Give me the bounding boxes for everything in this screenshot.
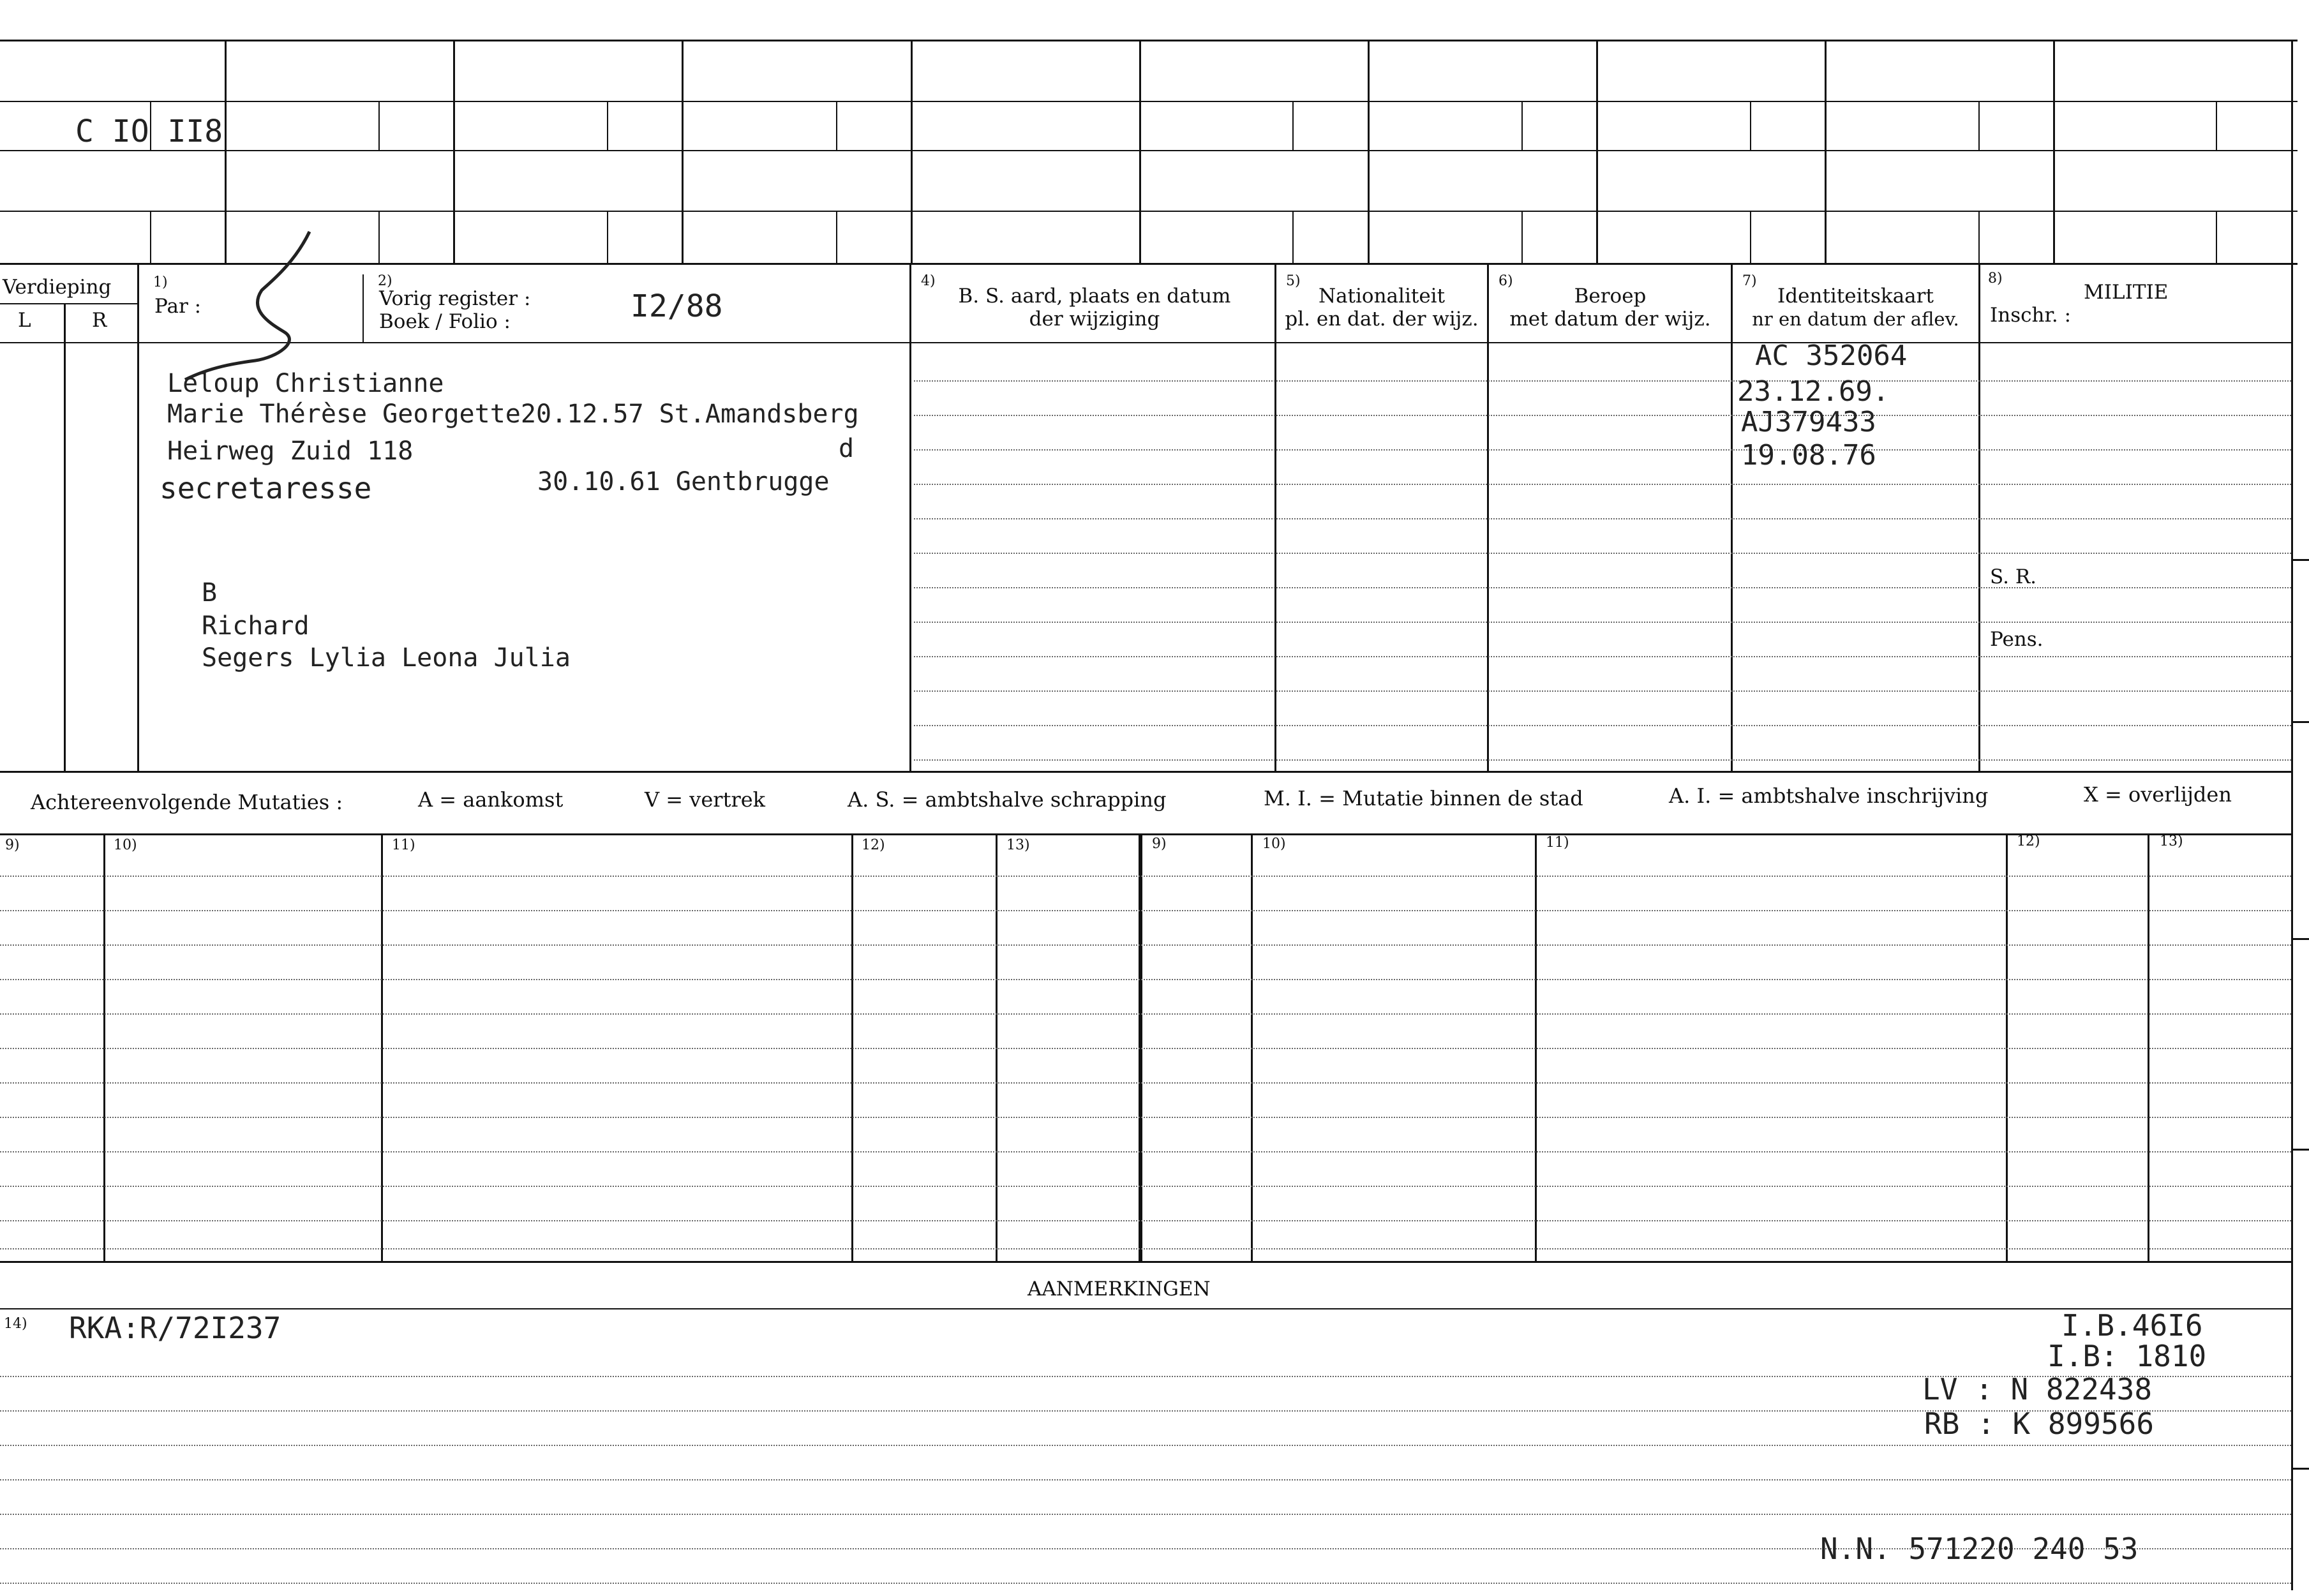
header-bottom-line bbox=[0, 342, 2291, 343]
mut-col-header: 9) bbox=[1152, 836, 1167, 852]
signature-mark bbox=[172, 227, 325, 386]
ib-number-1: I.B.46I6 bbox=[2061, 1308, 2203, 1343]
register-value: I2/88 bbox=[631, 288, 723, 324]
right-border bbox=[2291, 40, 2293, 1590]
aanmerkingen-title: AANMERKINGEN bbox=[1027, 1278, 1211, 1301]
rb-number: RB : K 899566 bbox=[1924, 1406, 2155, 1441]
top-grid-col bbox=[911, 40, 913, 264]
field-number: 6) bbox=[1498, 273, 1513, 289]
legend-ai: A. I. = ambtshalve inschrijving bbox=[1669, 784, 1989, 808]
top-grid-line bbox=[0, 211, 2298, 212]
lv-number: LV : N 822438 bbox=[1922, 1372, 2153, 1406]
id-card-number-1: AC 352064 bbox=[1755, 339, 1908, 372]
national-number: N.N. 571220 240 53 bbox=[1820, 1532, 2139, 1566]
person-address: Heirweg Zuid 118 bbox=[167, 436, 414, 466]
sr-label: S. R. bbox=[1990, 565, 2037, 588]
mut-col-header: 10) bbox=[114, 837, 137, 853]
legend-mi: M. I. = Mutatie binnen de stad bbox=[1264, 786, 1583, 810]
inschr-label: Inschr. : bbox=[1990, 304, 2072, 327]
top-grid-col bbox=[453, 40, 455, 264]
card-code: C IO II8 bbox=[75, 114, 223, 149]
mother-name: Segers Lylia Leona Julia bbox=[202, 643, 571, 673]
mutaties-top-line bbox=[0, 771, 2291, 773]
col-line-l-r bbox=[64, 303, 66, 772]
header-top-border bbox=[0, 263, 2298, 265]
person-date-place: 30.10.61 Gentbrugge bbox=[537, 467, 830, 496]
militie-label: MILITIE bbox=[2084, 281, 2169, 304]
mut-col-header: 12) bbox=[2017, 833, 2040, 849]
col-line-register bbox=[362, 274, 364, 342]
nat-header-line2: pl. en dat. der wijz. bbox=[1285, 308, 1479, 331]
field-number: 5) bbox=[1286, 273, 1301, 289]
mutaties-title: Achtereenvolgende Mutaties : bbox=[31, 790, 343, 814]
person-name: Leloup Christianne bbox=[167, 369, 444, 398]
col-line-bs bbox=[909, 264, 911, 772]
mut-col-header: 12) bbox=[862, 837, 885, 853]
body-ruled-area bbox=[914, 345, 2291, 772]
id-card-date-1: 23.12.69. bbox=[1737, 375, 1890, 408]
field-number: 4) bbox=[921, 273, 936, 289]
nat-header-line1: Nationaliteit bbox=[1318, 285, 1446, 308]
beroep-header-line2: met datum der wijz. bbox=[1509, 308, 1711, 331]
id-header-line2: nr en datum der aflev. bbox=[1752, 308, 1959, 330]
col-l-label: L bbox=[18, 309, 31, 332]
mut-col-header: 13) bbox=[2160, 833, 2183, 849]
top-border bbox=[0, 40, 2298, 41]
top-grid-col bbox=[1368, 40, 1370, 264]
mutaties-grid-top bbox=[0, 833, 2291, 835]
top-grid-col bbox=[1825, 40, 1827, 264]
top-grid-line bbox=[0, 101, 2298, 102]
legend-a: A = aankomst bbox=[418, 787, 564, 812]
father-name: Richard bbox=[202, 611, 310, 641]
field-number: 1) bbox=[153, 274, 168, 290]
par-label: Par : bbox=[154, 295, 202, 318]
field-number: 14) bbox=[4, 1316, 27, 1332]
mutaties-ruled-area bbox=[0, 836, 2291, 1261]
field-number: 8) bbox=[1988, 271, 2003, 287]
pens-label: Pens. bbox=[1990, 628, 2044, 651]
top-grid-col bbox=[1139, 40, 1141, 264]
beroep-header-line1: Beroep bbox=[1574, 285, 1647, 308]
person-occupation: secretaresse bbox=[160, 471, 372, 505]
id-card-number-2: AJ379433 bbox=[1741, 406, 1876, 438]
id-card-date-2: 19.08.76 bbox=[1741, 439, 1876, 472]
legend-x: X = overlijden bbox=[2084, 782, 2232, 807]
col-r-label: R bbox=[92, 309, 107, 332]
top-grid-col bbox=[682, 40, 684, 264]
person-marker-d: d bbox=[839, 434, 855, 463]
field-number: 7) bbox=[1742, 273, 1757, 289]
mut-col-header: 13) bbox=[1006, 837, 1030, 853]
field-number: 2) bbox=[378, 273, 392, 289]
legend-v: V = vertrek bbox=[645, 787, 766, 812]
verdieping-label: Verdieping bbox=[3, 276, 112, 299]
vorig-register-label: Vorig register : bbox=[379, 287, 531, 310]
top-grid-col bbox=[2053, 40, 2055, 264]
ib-number-2: I.B: 1810 bbox=[2047, 1339, 2207, 1373]
bs-header-line1: B. S. aard, plaats en datum bbox=[958, 285, 1231, 308]
mut-col-header: 11) bbox=[392, 837, 415, 853]
top-grid-col bbox=[1596, 40, 1598, 264]
marker-b: B bbox=[202, 578, 218, 608]
id-header-line1: Identiteitskaart bbox=[1777, 285, 1934, 308]
mut-col-header: 10) bbox=[1262, 836, 1286, 852]
legend-as: A. S. = ambtshalve schrapping bbox=[848, 787, 1167, 812]
col-line-verdieping bbox=[137, 264, 139, 772]
rka-number: RKA:R/72I237 bbox=[69, 1311, 281, 1345]
person-birth: Marie Thérèse Georgette20.12.57 St.Amandsberg bbox=[167, 399, 859, 429]
bs-header-line2: der wijziging bbox=[1029, 308, 1160, 331]
mut-col-header: 9) bbox=[5, 837, 20, 853]
mutaties-grid-bottom bbox=[0, 1261, 2291, 1263]
mut-col-header: 11) bbox=[1546, 835, 1569, 851]
top-grid-line bbox=[0, 150, 2298, 151]
boek-folio-label: Boek / Folio : bbox=[379, 310, 511, 333]
